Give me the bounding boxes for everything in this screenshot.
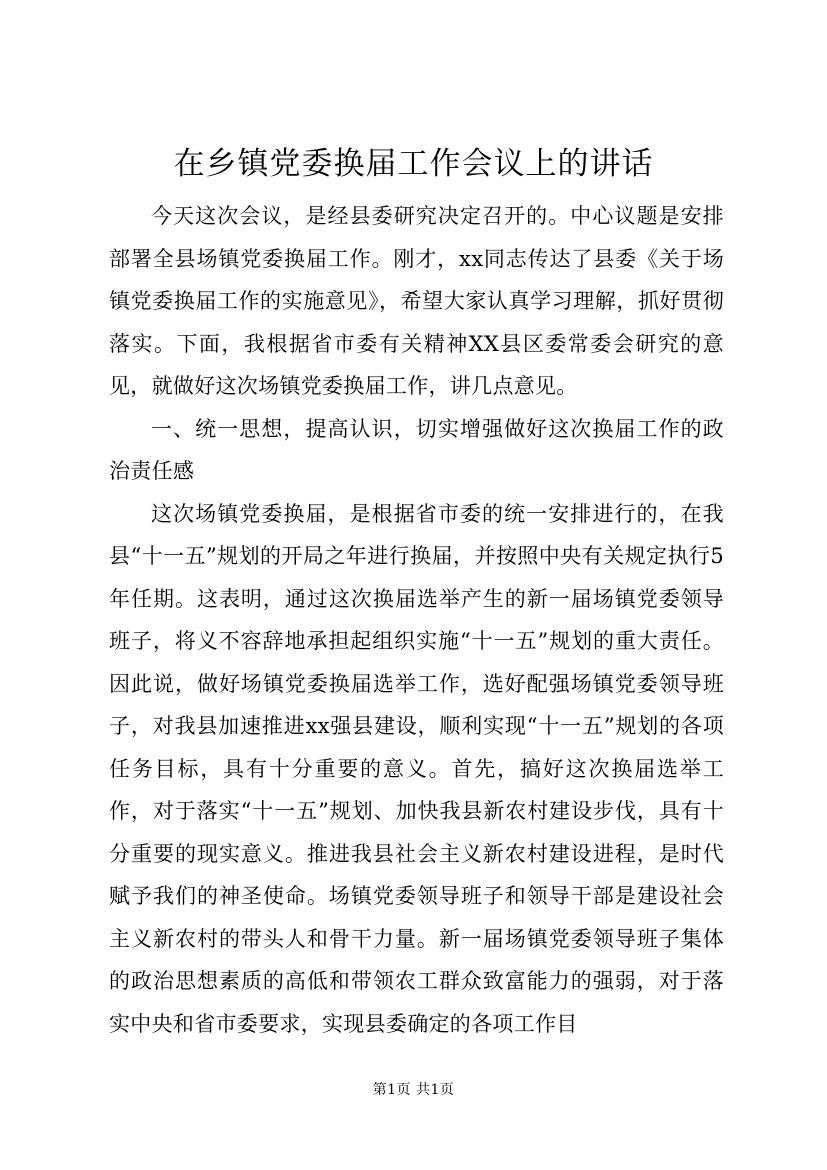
page-footer: 第1页 共1页 [372,1082,455,1098]
paragraph-intro: 今天这次会议，是经县委研究决定召开的。中心议题是安排部署全县场镇党委换届工作。刚才，xx同志传达了县委《关于场镇党委换届工作的实施意见》，希望大家认真学习理解，抓好贯彻落实。下面，我根据省市委有关精神XX县区委常委会研究的意见，就做好这次场镇党委换届工作，讲几点意见。 [109,204,724,398]
paragraph-section-heading: 一、统一思想，提高认识，切实增强做好这次换届工作的政治责任感 [109,416,724,483]
paragraph-main: 这次场镇党委换届，是根据省市委的统一安排进行的，在我县“十一五”规划的开局之年进行换届，并按照中央有关规定执行5年任期。这表明，通过这次换届选举产生的新一届场镇党委领导班子，将义不容辞地承担起组织实施“十一五”规划的重大责任。因此说，做好场镇党委换届选举工作，选好配强场镇党委领导班子，对我县加速推进xx强县建设，顺利实现“十一五”规划的各项任务目标，具有十分重要的意义。首先，搞好这次换届选举工作，对于落实“十一五”规划、加快我县新农村建设步伐，具有十分重要的现实意义。推进我县社会主义新农村建设进程，是时代赋予我们的神圣使命。场镇党委领导班子和领导干部是建设社会主义新农村的带头人和骨干力量。新一届场镇党委领导班子集体的政治思想素质的高低和带领农工群众致富能力的强弱，对于落实中央和省市委要求，实现县委确定的各项工作目 [109,501,724,1036]
document-body [109,195,724,1045]
document-title: 在乡镇党委换届工作会议上的讲话 [173,146,654,182]
